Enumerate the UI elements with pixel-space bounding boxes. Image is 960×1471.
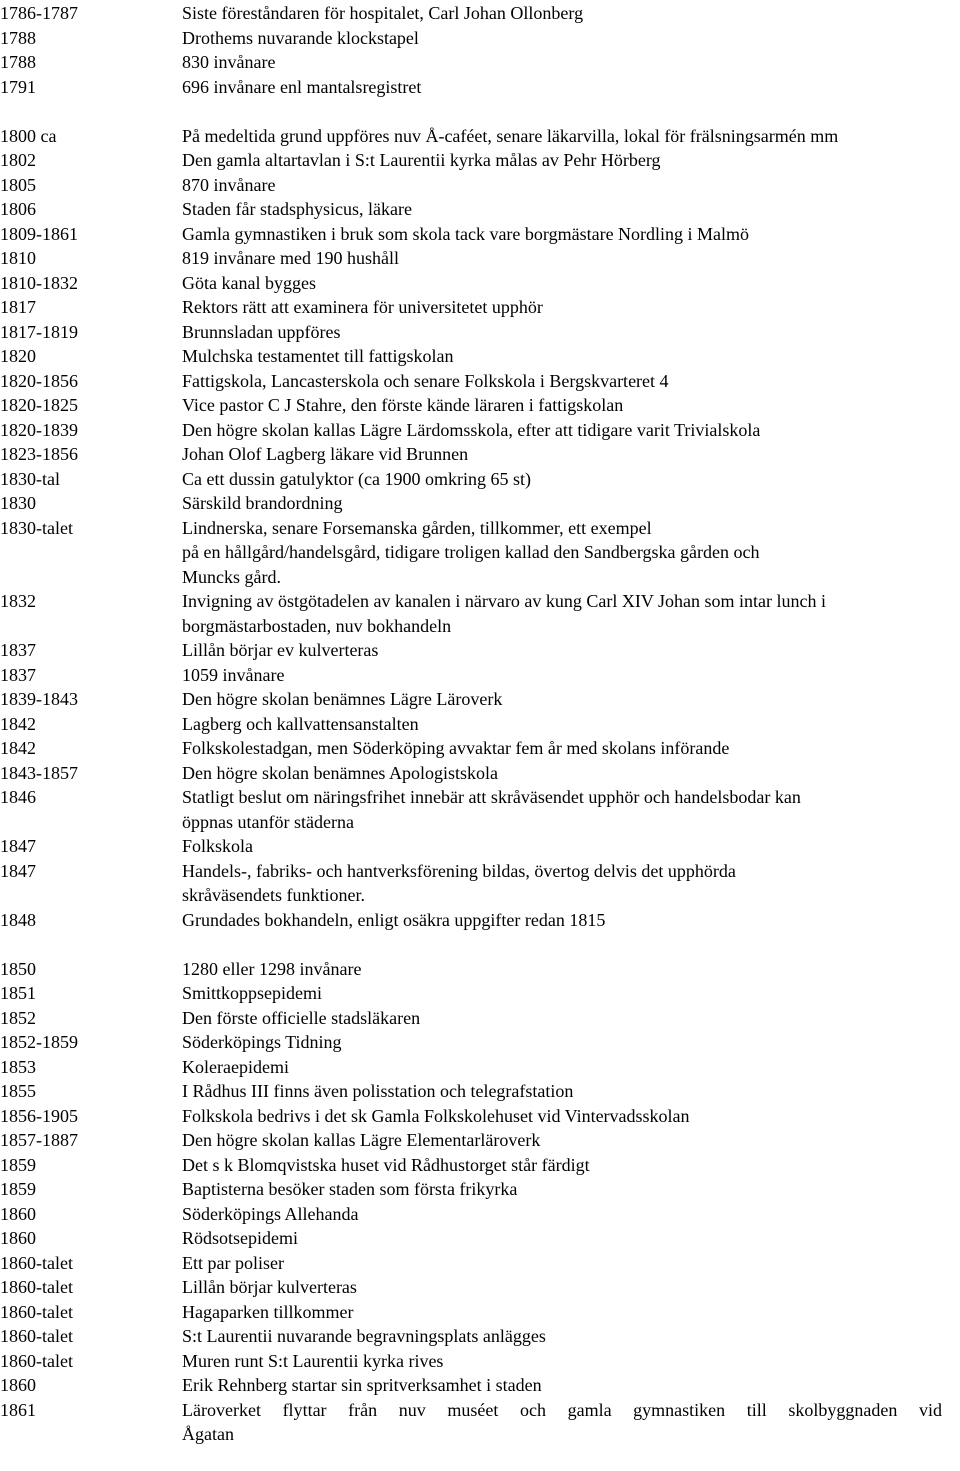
event-line: Ågatan: [182, 1424, 234, 1444]
event-line: 870 invånare: [182, 174, 276, 195]
timeline-entry: [0, 957, 960, 982]
entry-year: 1852: [0, 1007, 36, 1028]
entry-event: [182, 663, 942, 688]
event-line: 1059 invånare: [182, 664, 285, 685]
entry-year: 1846: [0, 787, 36, 807]
event-line: Baptisterna besöker staden som första frikyrka: [182, 1179, 518, 1199]
entry-event: [182, 908, 942, 933]
timeline-entry: [0, 1398, 960, 1447]
timeline-entry: [0, 75, 960, 100]
timeline-entry: [0, 467, 960, 492]
timeline-entry: [0, 1226, 960, 1251]
event-line: Ca ett dussin gatulyktor (ca 1900 omkring 65 st): [182, 468, 531, 489]
entry-year: 1820-1825: [0, 395, 78, 415]
event-line: Rödsotsepidemi: [182, 1228, 298, 1248]
entry-event: [182, 344, 942, 369]
timeline-entry: [0, 687, 960, 712]
entry-year: 1788: [0, 52, 36, 72]
entry-year: 1817-1819: [0, 321, 78, 342]
entry-event: [182, 148, 942, 173]
event-line: Invigning av östgötadelen av kanalen i närvaro av kung Carl XIV Johan som intar lunch i: [182, 591, 827, 611]
entry-year: 1860-talet: [0, 1350, 73, 1371]
timeline-entry: [0, 295, 960, 320]
entry-event: [182, 26, 942, 51]
entry-event: [182, 271, 942, 296]
entry-event: [182, 50, 942, 75]
timeline-entry: [0, 859, 960, 908]
entry-event: [182, 1177, 942, 1202]
entry-event: [182, 761, 942, 786]
event-line: 1280 eller 1298 invånare: [182, 958, 362, 979]
timeline-entry: [0, 1251, 960, 1276]
event-line: borgmästarbostaden, nuv bokhandeln: [182, 615, 452, 636]
entry-year: 1830: [0, 493, 36, 513]
entry-event: [182, 467, 942, 492]
entry-year: 1850: [0, 958, 36, 979]
entry-event: [182, 1324, 942, 1349]
entry-year: 1859: [0, 1154, 36, 1175]
event-line: Gamla gymnastiken i bruk som skola tack vare borgmästare Nordling i Malmö: [182, 223, 750, 244]
event-line: Den högre skolan kallas Lägre Elementarläroverk: [182, 1130, 541, 1150]
event-line: Söderköpings Allehanda: [182, 1203, 359, 1224]
entry-event: [182, 369, 942, 394]
entry-year: 1860-talet: [0, 1301, 73, 1322]
event-line: Folkskola bedrivs i det sk Gamla Folkskolehuset vid Vintervadsskolan: [182, 1105, 690, 1126]
entry-year: 1800 ca: [0, 125, 57, 146]
event-line: skråväsendets funktioner.: [182, 885, 365, 905]
entry-year: 1830-tal: [0, 468, 60, 489]
entry-year: 1817: [0, 297, 36, 317]
event-line: Lillån börjar ev kulverteras: [182, 640, 379, 660]
entry-event: [182, 1, 942, 26]
event-line: På medeltida grund uppföres nuv Å-caféet, senare läkarvilla, lokal för frälsningsarmén mm: [182, 125, 839, 146]
timeline-entry: [0, 271, 960, 296]
entry-year: 1860: [0, 1228, 36, 1248]
entry-year: 1810-1832: [0, 272, 78, 293]
entry-year: 1843-1857: [0, 762, 78, 783]
entry-event: [182, 442, 942, 467]
entry-event: [182, 981, 942, 1006]
event-line: Lindnerska, senare Forsemanska gården, tillkommer, ett exempel: [182, 517, 652, 538]
timeline-entry: [0, 1128, 960, 1153]
entry-year: 1847: [0, 860, 36, 881]
timeline-entry: [0, 418, 960, 443]
event-line: Johan Olof Lagberg läkare vid Brunnen: [182, 444, 469, 464]
entry-event: [182, 124, 942, 149]
event-line: 696 invånare enl mantalsregistret: [182, 76, 422, 97]
timeline-entry: [0, 442, 960, 467]
event-line: Fattigskola, Lancasterskola och senare Folkskola i Bergskvarteret 4: [182, 370, 669, 391]
event-line: Handels-, fabriks- och hantverksförening bildas, övertog delvis det upphörda: [182, 860, 736, 881]
timeline-entry: [0, 393, 960, 418]
entry-event: [182, 1030, 942, 1055]
timeline-entry: [0, 736, 960, 761]
event-line: I Rådhus III finns även polisstation och telegrafstation: [182, 1081, 574, 1101]
entry-event: [182, 687, 942, 712]
timeline-entry: [0, 516, 960, 590]
entry-year: 1788: [0, 27, 36, 48]
entry-event: [182, 418, 942, 443]
event-line: Brunnsladan uppföres: [182, 321, 341, 342]
timeline-entry: [0, 1055, 960, 1080]
entry-event: [182, 589, 942, 638]
event-line: Den förste officielle stadsläkaren: [182, 1007, 421, 1028]
event-line: Rektors rätt att examinera för universitetet upphör: [182, 297, 543, 317]
timeline-entry: [0, 1, 960, 26]
entry-year: 1837: [0, 664, 36, 685]
entry-year: 1806: [0, 199, 36, 219]
timeline-entry: [0, 834, 960, 859]
timeline-entry: [0, 369, 960, 394]
entry-event: [182, 173, 942, 198]
timeline-entry: [0, 1030, 960, 1055]
timeline-entry: [0, 1153, 960, 1178]
timeline-entry: [0, 761, 960, 786]
entry-year: 1820: [0, 346, 36, 366]
event-line: Den gamla altartavlan i S:t Laurentii kyrka målas av Pehr Hörberg: [182, 150, 661, 170]
entry-event: [182, 1226, 942, 1251]
event-line: Lagberg och kallvattensanstalten: [182, 713, 419, 734]
event-line: Erik Rehnberg startar sin spritverksamhet i staden: [182, 1375, 542, 1395]
event-line: Koleraepidemi: [182, 1056, 289, 1077]
timeline-list: [0, 1, 960, 1447]
event-line: Det s k Blomqvistska huset vid Rådhustorget står färdigt: [182, 1154, 590, 1175]
entry-event: [182, 1153, 942, 1178]
entry-year: 1855: [0, 1081, 36, 1101]
event-line: Statligt beslut om näringsfrihet innebär att skråväsendet upphör och handelsbodar kan: [182, 787, 801, 807]
entry-year: 1805: [0, 174, 36, 195]
event-line: Drothems nuvarande klockstapel: [182, 27, 419, 48]
timeline-entry: [0, 1275, 960, 1300]
entry-year: 1802: [0, 150, 36, 170]
event-line: Hagaparken tillkommer: [182, 1301, 354, 1322]
timeline-entry: [0, 1373, 960, 1398]
timeline-entry: [0, 589, 960, 638]
event-line: 819 invånare med 190 hushåll: [182, 248, 399, 268]
event-line: Ett par poliser: [182, 1252, 284, 1273]
entry-event: [182, 1251, 942, 1276]
entry-year: 1860-talet: [0, 1252, 73, 1273]
entry-event: [182, 1055, 942, 1080]
entry-year: 1857-1887: [0, 1130, 78, 1150]
entry-year: 1851: [0, 983, 36, 1003]
entry-year: 1856-1905: [0, 1105, 78, 1126]
entry-event: [182, 1300, 942, 1325]
entry-year: 1809-1861: [0, 223, 78, 244]
event-line: Den högre skolan benämnes Lägre Läroverk: [182, 689, 503, 709]
event-line: Staden får stadsphysicus, läkare: [182, 199, 412, 219]
event-line: Göta kanal bygges: [182, 272, 316, 293]
entry-event: [182, 1202, 942, 1227]
timeline-entry: [0, 491, 960, 516]
entry-year: 1860: [0, 1375, 36, 1395]
timeline-entry: [0, 222, 960, 247]
entry-year: 1860-talet: [0, 1277, 73, 1297]
entry-year: 1791: [0, 76, 36, 97]
timeline-entry: [0, 1104, 960, 1129]
event-line: Smittkoppsepidemi: [182, 983, 323, 1003]
entry-event: [182, 1349, 942, 1374]
timeline-entry: [0, 663, 960, 688]
timeline-entry: [0, 712, 960, 737]
entry-event: [182, 957, 942, 982]
timeline-entry: [0, 638, 960, 663]
entry-year: 1859: [0, 1179, 36, 1199]
timeline-entry: [0, 1349, 960, 1374]
entry-year: 1861: [0, 1399, 36, 1420]
entry-year: 1860-talet: [0, 1326, 73, 1346]
timeline-entry: [0, 1300, 960, 1325]
entry-year: 1847: [0, 836, 36, 856]
entry-event: [182, 736, 942, 761]
timeline-entry: [0, 981, 960, 1006]
entry-event: [182, 1104, 942, 1129]
entry-event: [182, 491, 942, 516]
entry-year: 1810: [0, 248, 36, 268]
timeline-entry: [0, 1177, 960, 1202]
entry-event: [182, 320, 942, 345]
event-line: Vice pastor C J Stahre, den förste kände läraren i fattigskolan: [182, 395, 624, 415]
entry-event: [182, 1079, 942, 1104]
section-gap: [0, 99, 960, 124]
entry-event: [182, 1128, 942, 1153]
event-line: Läroverket flyttar från nuv muséet och gamla gymnastiken till skolbyggnaden vid: [182, 1399, 942, 1420]
entry-event: [182, 712, 942, 737]
timeline-entry: [0, 908, 960, 933]
timeline-entry: [0, 148, 960, 173]
timeline-entry: [0, 1006, 960, 1031]
entry-event: [182, 1275, 942, 1300]
timeline-entry: [0, 344, 960, 369]
event-line: Folkskolestadgan, men Söderköping avvaktar fem år med skolans införande: [182, 738, 730, 758]
event-line: Söderköpings Tidning: [182, 1032, 342, 1052]
entry-event: [182, 638, 942, 663]
entry-event: [182, 246, 942, 271]
entry-year: 1786-1787: [0, 3, 78, 23]
entry-event: [182, 1006, 942, 1031]
timeline-entry: [0, 1079, 960, 1104]
entry-year: 1820-1839: [0, 419, 78, 440]
event-line: Muncks gård.: [182, 566, 281, 587]
event-line: öppnas utanför städerna: [182, 811, 354, 832]
entry-year: 1832: [0, 591, 36, 611]
entry-event: [182, 222, 942, 247]
event-line: Siste föreståndaren för hospitalet, Carl Johan Ollonberg: [182, 3, 584, 23]
entry-year: 1842: [0, 713, 36, 734]
event-line: 830 invånare: [182, 52, 276, 72]
entry-event: [182, 516, 942, 590]
timeline-entry: [0, 1202, 960, 1227]
entry-year: 1852-1859: [0, 1032, 78, 1052]
entry-year: 1820-1856: [0, 370, 78, 391]
entry-event: [182, 1373, 942, 1398]
timeline-entry: [0, 26, 960, 51]
entry-year: 1839-1843: [0, 689, 78, 709]
event-line: Mulchska testamentet till fattigskolan: [182, 346, 454, 366]
entry-event: [182, 785, 942, 834]
timeline-entry: [0, 124, 960, 149]
entry-year: 1853: [0, 1056, 36, 1077]
entry-year: 1830-talet: [0, 517, 73, 538]
event-line: Grundades bokhandeln, enligt osäkra uppgifter redan 1815: [182, 909, 606, 930]
event-line: Lillån börjar kulverteras: [182, 1277, 357, 1297]
event-line: Den högre skolan kallas Lägre Lärdomsskola, efter att tidigare varit Trivialskola: [182, 419, 761, 440]
entry-year: 1823-1856: [0, 444, 78, 464]
entry-year: 1842: [0, 738, 36, 758]
timeline-entry: [0, 785, 960, 834]
timeline-entry: [0, 173, 960, 198]
event-line: S:t Laurentii nuvarande begravningsplats anlägges: [182, 1326, 546, 1346]
event-line: Folkskola: [182, 836, 254, 856]
timeline-entry: [0, 50, 960, 75]
timeline-entry: [0, 197, 960, 222]
event-line: på en hållgård/handelsgård, tidigare troligen kallad den Sandbergska gården och: [182, 542, 760, 562]
entry-event: [182, 197, 942, 222]
event-line: Särskild brandordning: [182, 493, 343, 513]
timeline-entry: [0, 1324, 960, 1349]
event-line: Muren runt S:t Laurentii kyrka rives: [182, 1350, 444, 1371]
entry-event: [182, 295, 942, 320]
entry-event: [182, 859, 942, 908]
entry-event: [182, 393, 942, 418]
timeline-entry: [0, 246, 960, 271]
entry-event: [182, 75, 942, 100]
timeline-entry: [0, 320, 960, 345]
entry-event: [182, 834, 942, 859]
entry-year: 1848: [0, 909, 36, 930]
section-gap: [0, 932, 960, 957]
entry-year: 1860: [0, 1203, 36, 1224]
entry-event: [182, 1398, 942, 1447]
event-line: Den högre skolan benämnes Apologistskola: [182, 762, 498, 783]
entry-year: 1837: [0, 640, 36, 660]
